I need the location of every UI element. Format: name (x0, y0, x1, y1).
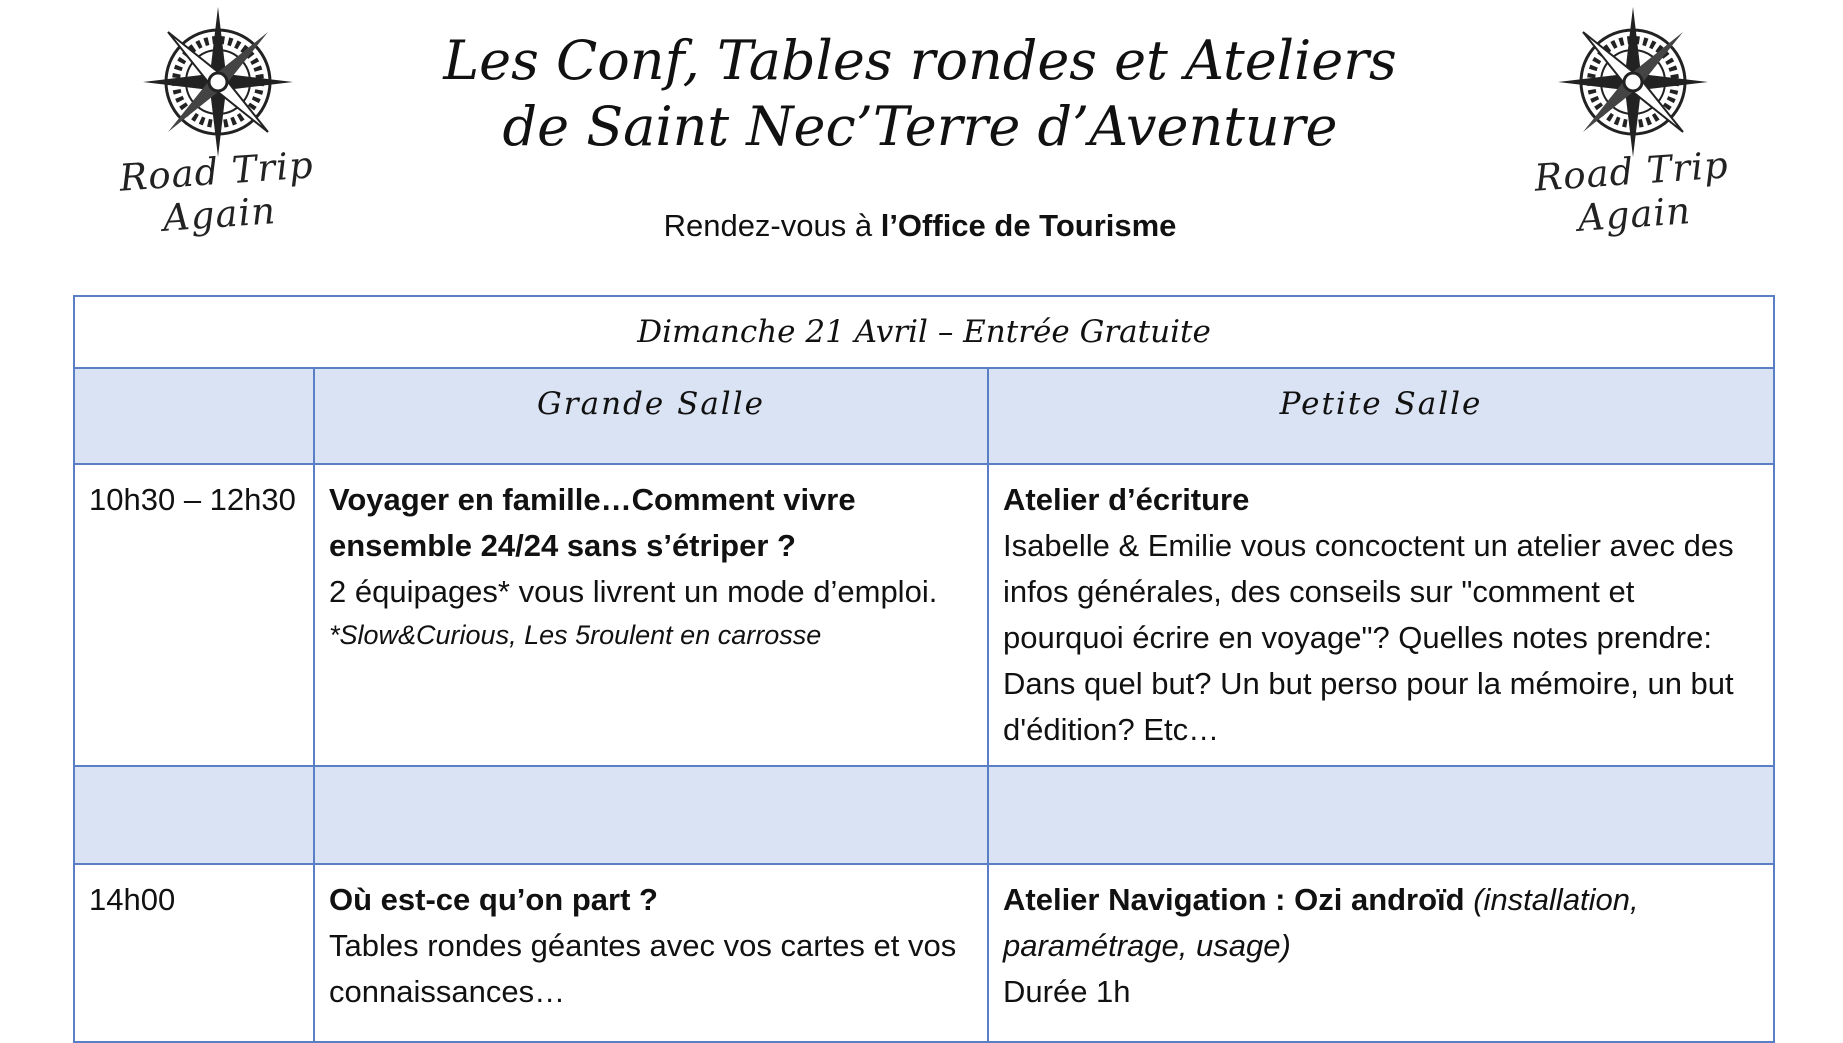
session-description: 2 équipages* vous livrent un mode d’emploi. (329, 574, 938, 609)
day-header: Dimanche 21 Avril – Entrée Gratuite (74, 296, 1774, 368)
session-title: Atelier Navigation : Ozi androïd (1003, 882, 1465, 917)
session-title-extra: (installation, paramétrage, usage) (1003, 882, 1639, 963)
break-row (74, 766, 1774, 864)
title-line-2: de Saint Nec’Terre d’Aventure (502, 95, 1338, 158)
logo-text: Road Trip Again (1532, 143, 1731, 240)
compass-rose-icon (1483, 4, 1783, 164)
column-header-grande-salle: Grande Salle (314, 368, 988, 464)
table-row (74, 864, 1774, 1042)
logo-right (1483, 4, 1783, 240)
session-duration: Durée 1h (1003, 974, 1131, 1009)
session-description: Tables rondes géantes avec vos cartes et vos connaissances… (329, 928, 957, 1009)
time-cell: 14h00 (74, 864, 314, 1042)
grande-salle-cell (314, 864, 988, 1042)
subtitle-prefix: Rendez-vous à (663, 208, 881, 243)
petite-salle-cell (988, 464, 1774, 766)
column-header-time (74, 368, 314, 464)
session-heading (1003, 877, 1759, 969)
time-cell: 10h30 – 12h30 (74, 464, 314, 766)
petite-salle-cell (988, 864, 1774, 1042)
grande-salle-cell (314, 464, 988, 766)
session-note: *Slow&Curious, Les 5roulent en carrosse (329, 620, 822, 650)
logo-left (68, 4, 368, 240)
logo-text: Road Trip Again (117, 143, 316, 240)
page-subtitle (400, 208, 1440, 244)
column-header-row (74, 368, 1774, 464)
session-title: Où est-ce qu’on part ? (329, 882, 658, 917)
column-header-petite-salle: Petite Salle (988, 368, 1774, 464)
table-row (74, 464, 1774, 766)
subtitle-place: l’Office de Tourisme (880, 208, 1177, 243)
session-title: Atelier d’écriture (1003, 482, 1250, 517)
schedule-table (73, 295, 1775, 1043)
title-line-1: Les Conf, Tables rondes et Ateliers (443, 29, 1397, 92)
page-title (400, 28, 1440, 160)
compass-rose-icon (68, 4, 368, 164)
session-title: Voyager en famille…Comment vivre ensemble 24/24 sans s’étriper ? (329, 482, 856, 563)
session-description: Isabelle & Emilie vous concoctent un atelier avec des infos générales, des conseils sur "comment et pourquoi écrire en voyage"? Quelles notes prendre: Dans quel but? Un but perso pour la mémoire, un but d'édition? Etc… (1003, 528, 1734, 747)
